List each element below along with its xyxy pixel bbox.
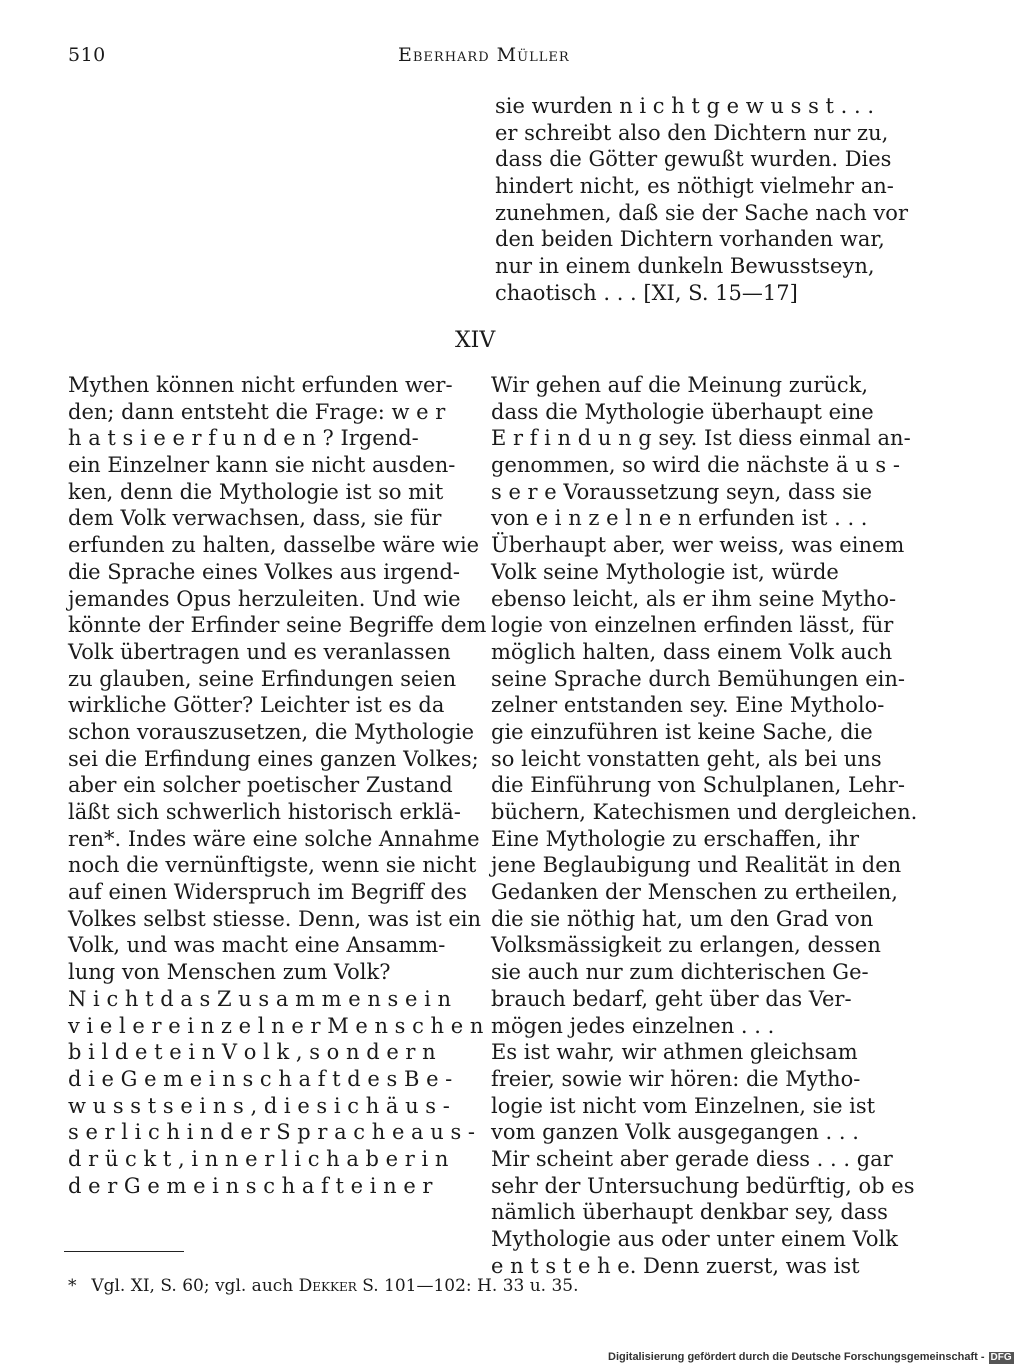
text-line: die sie nöthig hat, um den Grad von — [491, 906, 874, 931]
text-line: Volk übertragen und es veranlassen — [68, 639, 451, 664]
text-line: e n t s t e h e. Denn zuerst, was ist — [491, 1253, 860, 1278]
text-line: Es ist wahr, wir athmen gleichsam — [491, 1040, 858, 1065]
text-line: logie ist nicht vom Einzelnen, sie ist — [491, 1093, 876, 1118]
text-line: er schreibt also den Dichtern nur zu, — [495, 120, 889, 145]
text-line: v i e l e r e i n z e l n e r M e n s c h e n — [68, 1013, 484, 1038]
digitization-credit — [608, 1350, 1014, 1364]
text-line: Mir scheint aber gerade diess . . . gar — [491, 1146, 893, 1171]
text-line: h a t s i e e r f u n d e n ? Irgend- — [68, 426, 419, 451]
text-line: zelner entstanden sey. Eine Mytholo- — [491, 693, 885, 718]
text-line: nämlich überhaupt denkbar sey, dass — [491, 1200, 888, 1225]
dfg-logo-icon: DFG — [990, 1352, 1012, 1363]
right-column — [491, 372, 917, 1279]
text-line: zu glauben, seine Erfindungen seien — [68, 666, 457, 691]
text-line: logie von einzelnen erfinden lässt, für — [491, 613, 894, 638]
text-line: freier, sowie wir hören: die Mytho- — [491, 1066, 861, 1091]
text-line: gie einzuführen ist keine Sache, die — [491, 719, 873, 744]
text-line: noch die vernünftigste, wenn sie nicht — [68, 853, 477, 878]
text-line: mögen jedes einzelnen . . . — [491, 1013, 775, 1038]
text-line: s e r e Voraussetzung seyn, dass sie — [491, 479, 873, 504]
text-line: d i e G e m e i n s c h a f t d e s B e - — [68, 1066, 453, 1091]
footnote — [68, 1274, 579, 1298]
text-line: den beiden Dichtern vorhanden war, — [495, 227, 885, 252]
page-number: 510 — [68, 44, 106, 66]
text-line: so leicht vonstatten geht, als bei uns — [491, 746, 882, 771]
top-quote-column — [495, 93, 908, 307]
text-line: d r ü c k t , i n n e r l i c h a b e r i n — [68, 1146, 449, 1171]
text-line: die Einführung von Schulplanen, Lehr- — [491, 773, 906, 798]
credit-text: Digitalisierung gefördert durch die Deutsche Forschungsgemeinschaft - — [608, 1351, 985, 1363]
running-head-author: Eberhard Müller — [398, 44, 570, 66]
text-line: könnte der Erfinder seine Begriffe dem — [68, 613, 487, 638]
footnote-text-after: S. 101—102: H. 33 u. 35. — [362, 1276, 579, 1296]
text-line: jene Beglaubigung und Realität in den — [491, 853, 902, 878]
text-line: jemandes Opus herzuleiten. Und wie — [68, 586, 461, 611]
text-line: wirkliche Götter? Leichter ist es da — [68, 693, 445, 718]
text-line: w u s s t s e i n s , d i e s i c h ä u s - — [68, 1093, 450, 1118]
text-line: dass die Mythologie überhaupt eine — [491, 399, 874, 424]
text-line: sie wurden n i c h t g e w u s s t . . . — [495, 94, 875, 118]
text-line: von e i n z e l n e n erfunden ist . . . — [491, 506, 868, 531]
left-column — [68, 372, 486, 1199]
text-line: sei die Erfindung eines ganzen Volkes; — [68, 746, 479, 771]
text-line: seine Sprache durch Bemühungen ein- — [491, 666, 906, 691]
footnote-text-before: Vgl. XI, S. 60; vgl. auch — [91, 1276, 294, 1296]
text-line: Volk seine Mythologie ist, würde — [491, 559, 839, 584]
text-line: zunehmen, daß sie der Sache nach vor — [495, 200, 908, 225]
text-line: s e r l i c h i n d e r S p r a c h e a u s - — [68, 1120, 475, 1145]
text-line: ebenso leicht, als er ihm seine Mytho- — [491, 586, 897, 611]
text-line: schon vorauszusetzen, die Mythologie — [68, 719, 475, 744]
text-line: büchern, Katechismen und dergleichen. — [491, 800, 918, 824]
footnote-rule — [64, 1251, 184, 1252]
text-line: den; dann entsteht die Frage: w e r — [68, 399, 446, 424]
text-line: brauch bedarf, geht über das Ver- — [491, 986, 852, 1011]
text-line: genommen, so wird die nächste ä u s - — [491, 453, 900, 478]
text-line: N i c h t d a s Z u s a m m e n s e i n — [68, 986, 452, 1011]
text-line: ken, denn die Mythologie ist so mit — [68, 479, 444, 504]
text-line: sie auch nur zum dichterischen Ge- — [491, 960, 869, 985]
text-line: Gedanken der Menschen zu ertheilen, — [491, 880, 898, 905]
text-line: möglich halten, dass einem Volk auch — [491, 639, 893, 664]
text-line: läßt sich schwerlich historisch erklä- — [68, 800, 461, 824]
footnote-marker: * — [68, 1276, 77, 1296]
text-line: Überhaupt aber, wer weiss, was einem — [491, 533, 905, 558]
text-line: E r f i n d u n g sey. Ist diess einmal an- — [491, 426, 911, 451]
text-line: Wir gehen auf die Meinung zurück, — [491, 373, 869, 397]
text-line: erfunden zu halten, dasselbe wäre wie — [68, 533, 480, 558]
text-line: dem Volk verwachsen, dass, sie für — [68, 506, 442, 531]
text-line: Volksmässigkeit zu erlangen, dessen — [491, 933, 881, 958]
text-line: Mythen können nicht erfunden wer- — [68, 373, 453, 397]
text-line: aber ein solcher poetischer Zustand — [68, 773, 453, 798]
text-line: ein Einzelner kann sie nicht ausden- — [68, 453, 456, 478]
text-line: hindert nicht, es nöthigt vielmehr an- — [495, 174, 894, 199]
text-line: die Sprache eines Volkes aus irgend- — [68, 559, 460, 584]
text-line: dass die Götter gewußt wurden. Dies — [495, 147, 892, 172]
text-line: Mythologie aus oder unter einem Volk — [491, 1227, 898, 1251]
text-line: chaotisch . . . [XI, S. 15—17] — [495, 280, 798, 305]
section-heading: XIV — [455, 328, 496, 353]
text-line: lung von Menschen zum Volk? — [68, 960, 391, 985]
text-line: d e r G e m e i n s c h a f t e i n e r — [68, 1173, 433, 1198]
text-line: Volkes selbst stiesse. Denn, was ist ein — [68, 906, 482, 931]
text-line: vom ganzen Volk ausgegangen . . . — [491, 1120, 859, 1145]
text-line: b i l d e t e i n V o l k , s o n d e r n — [68, 1040, 436, 1065]
text-line: Eine Mythologie zu erschaffen, ihr — [491, 826, 860, 851]
text-line: auf einen Widerspruch im Begriff des — [68, 880, 467, 905]
text-line: Volk, und was macht eine Ansamm- — [68, 933, 446, 958]
text-line: sehr der Untersuchung bedürftig, ob es — [491, 1173, 915, 1198]
footnote-author-name: Dekker — [298, 1276, 357, 1296]
text-line: nur in einem dunkeln Bewusstseyn, — [495, 254, 875, 279]
text-line: ren*. Indes wäre eine solche Annahme — [68, 826, 480, 851]
